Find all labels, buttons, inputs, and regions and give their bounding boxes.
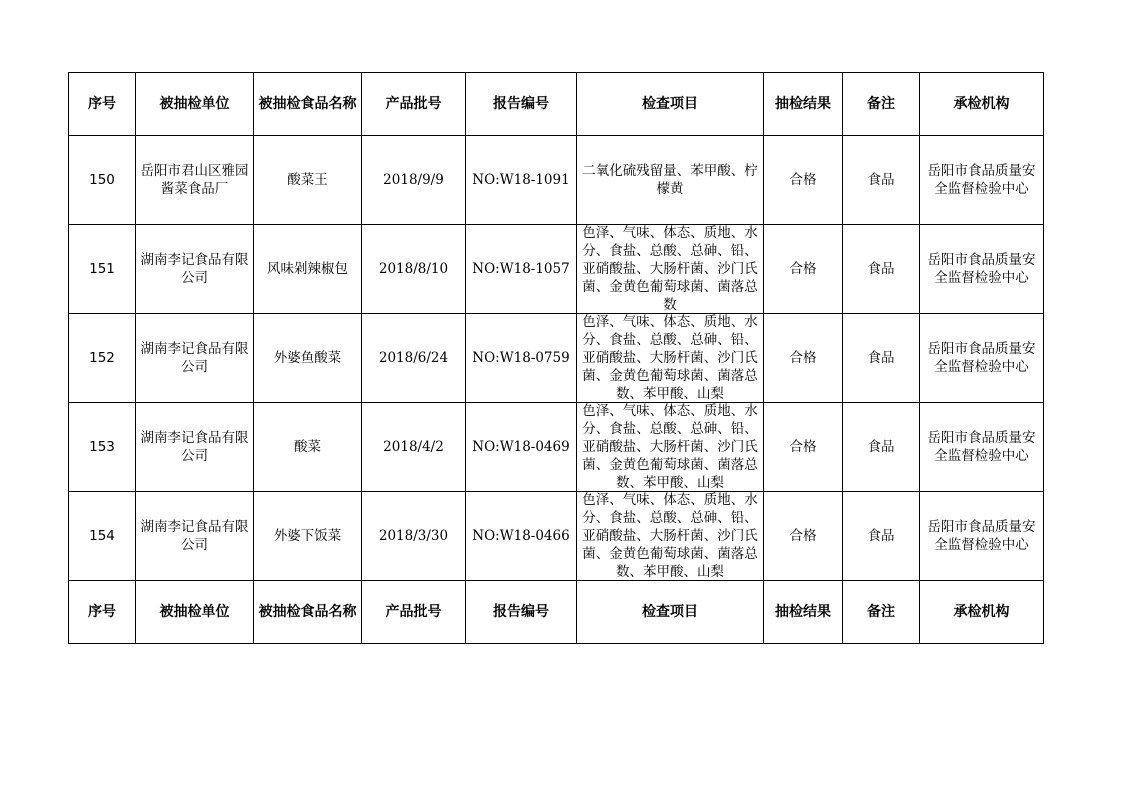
cell-report: NO:W18-1057	[466, 225, 577, 314]
col-header-unit: 被抽检单位	[136, 73, 254, 136]
cell-note: 食品	[843, 225, 920, 314]
cell-food: 酸菜王	[254, 136, 362, 225]
cell-agency: 岳阳市食品质量安全监督检验中心	[920, 492, 1044, 581]
cell-food: 酸菜	[254, 403, 362, 492]
col-header-food: 被抽检食品名称	[254, 73, 362, 136]
col-footer-no: 序号	[69, 581, 136, 644]
col-footer-note: 备注	[843, 581, 920, 644]
table-row	[69, 492, 1044, 581]
col-header-agency: 承检机构	[920, 73, 1044, 136]
cell-agency: 岳阳市食品质量安全监督检验中心	[920, 403, 1044, 492]
cell-no: 153	[69, 403, 136, 492]
cell-unit: 湖南李记食品有限公司	[136, 225, 254, 314]
footer-header-row	[69, 581, 1044, 644]
cell-items-text: 二氧化硫残留量、苯甲酸、柠檬黄	[582, 163, 758, 197]
cell-result: 合格	[764, 225, 843, 314]
col-footer-food: 被抽检食品名称	[254, 581, 362, 644]
cell-no: 150	[69, 136, 136, 225]
col-footer-result: 抽检结果	[764, 581, 843, 644]
cell-agency: 岳阳市食品质量安全监督检验中心	[920, 314, 1044, 403]
col-footer-batch: 产品批号	[362, 581, 466, 644]
cell-food: 外婆鱼酸菜	[254, 314, 362, 403]
cell-items	[577, 492, 764, 581]
cell-result: 合格	[764, 314, 843, 403]
col-header-report: 报告编号	[466, 73, 577, 136]
cell-items-text: 色泽、气味、体态、质地、水分、食盐、总酸、总砷、铅、亚硝酸盐、大肠杆菌、沙门氏菌、金黄色葡萄球菌、菌落总数	[582, 225, 758, 313]
col-footer-items: 检查项目	[577, 581, 764, 644]
col-header-note: 备注	[843, 73, 920, 136]
header-row	[69, 73, 1044, 136]
cell-batch: 2018/3/30	[362, 492, 466, 581]
table-row	[69, 225, 1044, 314]
cell-food: 风味剁辣椒包	[254, 225, 362, 314]
cell-report: NO:W18-0466	[466, 492, 577, 581]
cell-items	[577, 403, 764, 492]
col-header-batch: 产品批号	[362, 73, 466, 136]
cell-unit: 湖南李记食品有限公司	[136, 492, 254, 581]
cell-batch: 2018/6/24	[362, 314, 466, 403]
cell-note: 食品	[843, 314, 920, 403]
col-header-no: 序号	[69, 73, 136, 136]
col-footer-unit: 被抽检单位	[136, 581, 254, 644]
cell-note: 食品	[843, 136, 920, 225]
cell-food: 外婆下饭菜	[254, 492, 362, 581]
cell-report: NO:W18-0469	[466, 403, 577, 492]
cell-result: 合格	[764, 136, 843, 225]
cell-result: 合格	[764, 403, 843, 492]
cell-items-text: 色泽、气味、体态、质地、水分、食盐、总酸、总砷、铅、亚硝酸盐、大肠杆菌、沙门氏菌、金黄色葡萄球菌、菌落总数、苯甲酸、山梨	[582, 403, 758, 491]
cell-items-text: 色泽、气味、体态、质地、水分、食盐、总酸、总砷、铅、亚硝酸盐、大肠杆菌、沙门氏菌、金黄色葡萄球菌、菌落总数、苯甲酸、山梨	[582, 314, 758, 402]
col-header-result: 抽检结果	[764, 73, 843, 136]
cell-note: 食品	[843, 492, 920, 581]
cell-batch: 2018/8/10	[362, 225, 466, 314]
cell-note: 食品	[843, 403, 920, 492]
cell-items-text: 色泽、气味、体态、质地、水分、食盐、总酸、总砷、铅、亚硝酸盐、大肠杆菌、沙门氏菌、金黄色葡萄球菌、菌落总数、苯甲酸、山梨	[582, 492, 758, 580]
cell-unit: 湖南李记食品有限公司	[136, 314, 254, 403]
cell-unit: 岳阳市君山区雅园酱菜食品厂	[136, 136, 254, 225]
cell-result: 合格	[764, 492, 843, 581]
inspection-table	[68, 72, 1044, 644]
col-footer-report: 报告编号	[466, 581, 577, 644]
cell-batch: 2018/9/9	[362, 136, 466, 225]
cell-agency: 岳阳市食品质量安全监督检验中心	[920, 225, 1044, 314]
cell-report: NO:W18-1091	[466, 136, 577, 225]
table-row	[69, 403, 1044, 492]
cell-items	[577, 136, 764, 225]
cell-unit: 湖南李记食品有限公司	[136, 403, 254, 492]
cell-batch: 2018/4/2	[362, 403, 466, 492]
cell-no: 152	[69, 314, 136, 403]
cell-items	[577, 225, 764, 314]
cell-agency: 岳阳市食品质量安全监督检验中心	[920, 136, 1044, 225]
cell-items	[577, 314, 764, 403]
cell-no: 154	[69, 492, 136, 581]
col-header-items: 检查项目	[577, 73, 764, 136]
table-row	[69, 314, 1044, 403]
cell-report: NO:W18-0759	[466, 314, 577, 403]
col-footer-agency: 承检机构	[920, 581, 1044, 644]
cell-no: 151	[69, 225, 136, 314]
table-row	[69, 136, 1044, 225]
